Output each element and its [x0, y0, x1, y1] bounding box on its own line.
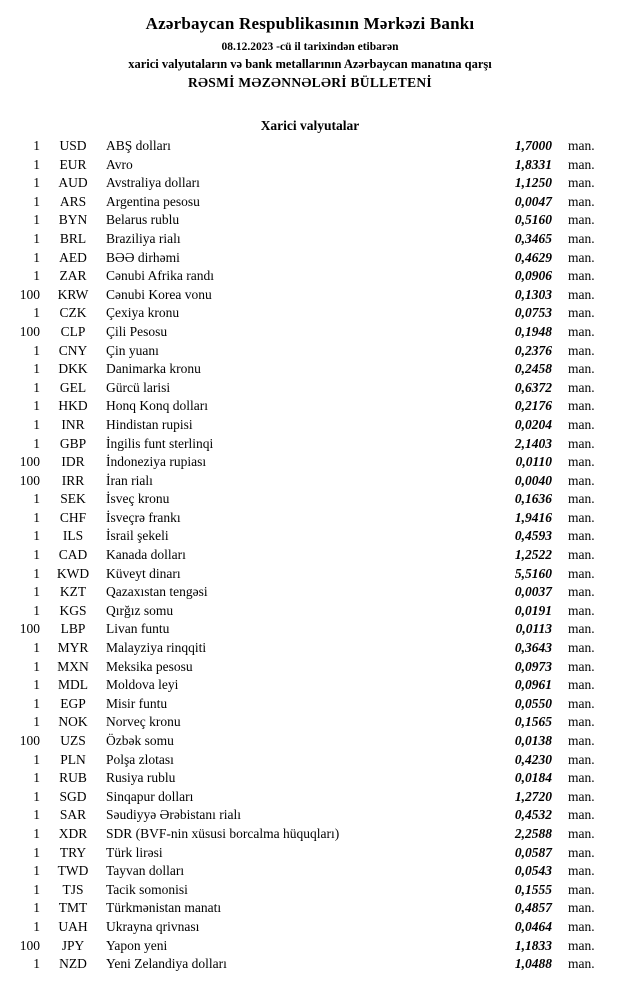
- currency-name: Ukrayna qrivnası: [106, 918, 200, 934]
- rate-unit-label: man.: [568, 881, 595, 897]
- rate-row: [14, 397, 606, 416]
- currency-code: KGS: [59, 602, 87, 618]
- rate-quantity: 1: [33, 677, 40, 693]
- currency-name: Avro: [106, 156, 133, 172]
- currency-code: CNY: [58, 342, 88, 358]
- rate-quantity: 100: [19, 472, 40, 488]
- rate-quantity: 1: [33, 268, 40, 284]
- rate-value: 0,4593: [514, 528, 552, 544]
- rate-quantity: 1: [33, 305, 40, 321]
- rate-value: 1,2720: [514, 788, 552, 804]
- rate-unit-label: man.: [568, 640, 595, 656]
- rate-unit-label: man.: [568, 565, 595, 581]
- rate-unit-label: man.: [568, 286, 595, 302]
- rate-value: 1,9416: [514, 509, 552, 525]
- rate-row: [14, 174, 606, 193]
- currency-name: Moldova leyi: [106, 677, 179, 693]
- currency-name: Tayvan dolları: [106, 863, 185, 879]
- rate-row: [14, 156, 606, 175]
- rate-quantity: 1: [33, 416, 40, 432]
- bulletin-subtitle-line2: RƏSMİ MƏZƏNNƏLƏRİ BÜLLETENİ: [187, 75, 432, 90]
- currency-code: BRL: [59, 230, 87, 246]
- rate-value: 0,0204: [514, 416, 552, 432]
- rate-unit-label: man.: [568, 342, 595, 358]
- rate-row: [14, 658, 606, 677]
- rate-value: 0,2458: [514, 361, 552, 377]
- rate-row: [14, 788, 606, 807]
- currency-name: Cənubi Afrika randı: [106, 268, 214, 284]
- currency-name: Çin yuanı: [106, 342, 159, 358]
- rate-row: [14, 267, 606, 286]
- rate-value: 0,0906: [514, 268, 552, 284]
- rate-value: 0,1948: [514, 323, 552, 339]
- rate-unit-label: man.: [568, 547, 595, 563]
- currency-name: Kanada dolları: [106, 547, 186, 563]
- rate-quantity: 1: [33, 640, 40, 656]
- rate-unit-label: man.: [568, 658, 595, 674]
- rate-value: 0,6372: [514, 379, 552, 395]
- rate-row: [14, 751, 606, 770]
- rate-row: [14, 899, 606, 918]
- currency-name: Honq Konq dolları: [106, 398, 208, 414]
- page-title: Azərbaycan Respublikasının Mərkəzi Bankı: [145, 14, 475, 33]
- currency-name: Sinqapur dolları: [106, 788, 194, 804]
- rate-quantity: 1: [33, 807, 40, 823]
- rate-value: 1,1250: [514, 175, 552, 191]
- currency-code: SAR: [59, 807, 87, 823]
- rate-row: [14, 695, 606, 714]
- currency-code: MYR: [57, 640, 89, 656]
- rate-row: [14, 230, 606, 249]
- rate-value: 0,4532: [514, 807, 552, 823]
- rate-unit-label: man.: [568, 323, 595, 339]
- rate-unit-label: man.: [568, 305, 595, 321]
- rate-unit-label: man.: [568, 454, 595, 470]
- rate-quantity: 1: [33, 249, 40, 265]
- rate-value: 0,4629: [514, 249, 552, 265]
- rate-row: [14, 286, 606, 305]
- exchange-rates-table: [14, 137, 606, 974]
- rate-value: 2,2588: [514, 825, 552, 841]
- currency-code: TJS: [62, 881, 84, 897]
- rate-unit-label: man.: [568, 863, 595, 879]
- rate-row: [14, 490, 606, 509]
- currency-name: Türk lirəsi: [106, 844, 163, 860]
- currency-code: TRY: [59, 844, 87, 860]
- rate-row: [14, 955, 606, 974]
- rate-unit-label: man.: [568, 156, 595, 172]
- currency-code: SGD: [59, 788, 87, 804]
- currency-name: Norveç kronu: [106, 714, 181, 730]
- rate-row: [14, 937, 606, 956]
- currency-name: Küveyt dinarı: [106, 565, 181, 581]
- rate-unit-label: man.: [568, 268, 595, 284]
- currency-code: DKK: [58, 361, 88, 377]
- rate-quantity: 100: [19, 621, 40, 637]
- currency-name: Braziliya rialı: [106, 230, 181, 246]
- rate-quantity: 100: [19, 733, 40, 748]
- rate-value: 1,8331: [514, 156, 552, 172]
- currency-name: Çili Pesosu: [106, 323, 168, 339]
- rate-value: 0,5160: [514, 212, 552, 228]
- rate-row: [14, 713, 606, 732]
- rate-quantity: 1: [33, 695, 40, 711]
- currency-code: ZAR: [59, 268, 87, 284]
- currency-code: ARS: [59, 193, 87, 209]
- rate-unit-label: man.: [568, 379, 595, 395]
- currency-code: EUR: [59, 156, 87, 172]
- currency-name: Meksika pesosu: [106, 658, 193, 674]
- rate-value: 0,4857: [514, 900, 552, 916]
- currency-name: Cənubi Korea vonu: [106, 286, 212, 302]
- rate-value: 0,0753: [514, 305, 552, 321]
- rate-unit-label: man.: [568, 807, 595, 823]
- currency-code: ILS: [62, 528, 84, 544]
- rate-row: [14, 193, 606, 212]
- rate-value: 0,0973: [514, 658, 552, 674]
- currency-code: XDR: [58, 825, 88, 841]
- currency-name: SDR (BVF-nin xüsusi borcalma hüquqları): [106, 825, 340, 841]
- rate-value: 0,0037: [514, 584, 552, 600]
- rate-unit-label: man.: [568, 677, 595, 693]
- rate-unit-label: man.: [568, 788, 595, 804]
- rate-value: 0,2176: [514, 398, 552, 414]
- rate-row: [14, 211, 606, 230]
- rate-unit-label: man.: [568, 956, 595, 972]
- rate-row: [14, 249, 606, 268]
- rate-row: [14, 676, 606, 695]
- currency-code: KWD: [56, 565, 90, 581]
- rate-value: 0,1555: [514, 881, 552, 897]
- currency-name: Rusiya rublu: [106, 770, 176, 786]
- rate-unit-label: man.: [568, 770, 595, 786]
- rate-row: [14, 472, 606, 491]
- currency-name: İran rialı: [106, 472, 153, 488]
- rate-quantity: 100: [19, 454, 40, 470]
- rate-row: [14, 918, 606, 937]
- currency-name: Çexiya kronu: [106, 305, 180, 321]
- rate-unit-label: man.: [568, 695, 595, 711]
- currency-code: LBP: [60, 621, 86, 637]
- currency-name: Danimarka kronu: [106, 361, 201, 377]
- currency-name: İngilis funt sterlinqi: [106, 435, 214, 451]
- rate-quantity: 1: [33, 509, 40, 525]
- rate-row: [14, 881, 606, 900]
- rate-row: [14, 416, 606, 435]
- currency-code: MDL: [58, 677, 88, 693]
- rate-unit-label: man.: [568, 361, 595, 377]
- rate-unit-label: man.: [568, 528, 595, 544]
- rate-unit-label: man.: [568, 918, 595, 934]
- rate-row: [14, 360, 606, 379]
- currency-code: UZS: [60, 733, 86, 748]
- rate-row: [14, 527, 606, 546]
- currency-code: PLN: [60, 751, 86, 767]
- rate-value: 0,0040: [514, 472, 552, 488]
- rate-value: 0,3465: [514, 230, 552, 246]
- currency-code: MXN: [57, 658, 89, 674]
- currency-code: GBP: [59, 435, 87, 451]
- currency-code: GEL: [59, 379, 87, 395]
- currency-code: HKD: [58, 398, 88, 414]
- currency-name: Hindistan rupisi: [106, 416, 193, 432]
- rate-value: 0,0138: [514, 733, 552, 748]
- bulletin-subtitle-line1: xarici valyutaların və bank metallarının Azərbaycan manatına qarşı: [128, 57, 492, 71]
- rate-row: [14, 435, 606, 454]
- rate-quantity: 1: [33, 714, 40, 730]
- rate-quantity: 100: [19, 937, 40, 953]
- rate-value: 0,1565: [514, 714, 552, 730]
- rate-quantity: 1: [33, 844, 40, 860]
- rate-unit-label: man.: [568, 175, 595, 191]
- currency-code: KRW: [57, 286, 89, 302]
- currency-code: RUB: [59, 770, 87, 786]
- rate-value: 0,0464: [514, 918, 552, 934]
- currency-name: Tacik somonisi: [106, 881, 188, 897]
- rate-value: 1,7000: [514, 138, 552, 153]
- rate-value: 0,0550: [514, 695, 552, 711]
- rate-value: 0,0191: [514, 602, 552, 618]
- rate-quantity: 1: [33, 398, 40, 414]
- currency-code: CHF: [59, 509, 87, 525]
- rate-value: 0,1636: [514, 491, 552, 507]
- rate-quantity: 1: [33, 956, 40, 972]
- rate-quantity: 1: [33, 881, 40, 897]
- rate-quantity: 1: [33, 212, 40, 228]
- currency-name: ABŞ dolları: [106, 138, 171, 153]
- rate-unit-label: man.: [568, 937, 595, 953]
- currency-code: IDR: [61, 454, 85, 470]
- rate-unit-label: man.: [568, 900, 595, 916]
- currency-code: CAD: [58, 547, 88, 563]
- currency-name: İsveçrə frankı: [106, 509, 181, 525]
- currency-name: İsveç kronu: [106, 491, 170, 507]
- rate-value: 1,1833: [514, 937, 552, 953]
- rate-unit-label: man.: [568, 602, 595, 618]
- rate-value: 0,0587: [514, 844, 552, 860]
- currency-name: Belarus rublu: [106, 212, 180, 228]
- rate-value: 0,3643: [514, 640, 552, 656]
- rate-quantity: 1: [33, 175, 40, 191]
- currency-name: Avstraliya dolları: [106, 175, 200, 191]
- rate-quantity: 1: [33, 491, 40, 507]
- currency-code: JPY: [61, 937, 85, 953]
- currency-name: Qırğız somu: [106, 602, 174, 618]
- rate-quantity: 1: [33, 658, 40, 674]
- rate-quantity: 1: [33, 770, 40, 786]
- rate-row: [14, 732, 606, 751]
- rate-quantity: 1: [33, 584, 40, 600]
- rate-quantity: 1: [33, 156, 40, 172]
- rate-quantity: 1: [33, 230, 40, 246]
- rate-unit-label: man.: [568, 491, 595, 507]
- rate-row: [14, 844, 606, 863]
- currency-name: İsrail şekeli: [106, 528, 169, 544]
- currency-code: NZD: [59, 956, 87, 972]
- rate-quantity: 100: [19, 323, 40, 339]
- rate-value: 1,2522: [514, 547, 552, 563]
- currency-code: AED: [59, 249, 87, 265]
- currency-code: KZT: [59, 584, 87, 600]
- rate-quantity: 1: [33, 863, 40, 879]
- rate-quantity: 1: [33, 565, 40, 581]
- currency-code: CZK: [59, 305, 87, 321]
- currency-code: USD: [59, 138, 87, 153]
- rate-unit-label: man.: [568, 212, 595, 228]
- rate-unit-label: man.: [568, 416, 595, 432]
- rate-row: [14, 825, 606, 844]
- currency-code: BYN: [58, 212, 88, 228]
- currency-name: Misir funtu: [106, 695, 168, 711]
- rate-row: [14, 583, 606, 602]
- rate-row: [14, 453, 606, 472]
- rate-quantity: 100: [19, 286, 40, 302]
- currency-code: SEK: [60, 491, 86, 507]
- currency-code: UAH: [58, 918, 88, 934]
- rate-quantity: 1: [33, 788, 40, 804]
- currency-name: Yapon yeni: [106, 937, 168, 953]
- rate-row: [14, 509, 606, 528]
- currency-name: Malayziya rinqqiti: [106, 640, 207, 656]
- rate-value: 5,5160: [514, 565, 552, 581]
- rate-quantity: 1: [33, 342, 40, 358]
- rate-quantity: 1: [33, 379, 40, 395]
- rate-unit-label: man.: [568, 714, 595, 730]
- currency-name: Livan funtu: [106, 621, 170, 637]
- rate-value: 0,0961: [514, 677, 552, 693]
- currency-name: İndoneziya rupiası: [106, 454, 207, 470]
- rate-value: 0,0047: [514, 193, 552, 209]
- rate-value: 0,1303: [514, 286, 552, 302]
- rate-quantity: 1: [33, 900, 40, 916]
- rate-row: [14, 379, 606, 398]
- rate-quantity: 1: [33, 361, 40, 377]
- rate-quantity: 1: [33, 918, 40, 934]
- currency-code: TWD: [57, 863, 89, 879]
- rate-quantity: 1: [33, 825, 40, 841]
- rate-value: 0,0543: [514, 863, 552, 879]
- currency-code: AUD: [58, 175, 88, 191]
- rate-row: [14, 342, 606, 361]
- rate-value: 0,0184: [514, 770, 552, 786]
- rate-unit-label: man.: [568, 472, 595, 488]
- rate-value: 0,2376: [514, 342, 552, 358]
- rate-row: [14, 602, 606, 621]
- rate-value: 0,4230: [514, 751, 552, 767]
- rate-quantity: 1: [33, 547, 40, 563]
- currency-name: Qazaxıstan tengəsi: [106, 584, 208, 600]
- rate-unit-label: man.: [568, 733, 595, 748]
- rate-unit-label: man.: [568, 844, 595, 860]
- rate-row: [14, 323, 606, 342]
- rate-row: [14, 639, 606, 658]
- rate-unit-label: man.: [568, 398, 595, 414]
- rate-unit-label: man.: [568, 825, 595, 841]
- currency-name: BƏƏ dirhəmi: [106, 249, 180, 265]
- rate-row: [14, 806, 606, 825]
- rate-unit-label: man.: [568, 584, 595, 600]
- rate-value: 0,0113: [515, 621, 552, 637]
- rate-quantity: 1: [33, 435, 40, 451]
- rate-row: [14, 565, 606, 584]
- rate-quantity: 1: [33, 528, 40, 544]
- rate-unit-label: man.: [568, 621, 595, 637]
- rate-unit-label: man.: [568, 230, 595, 246]
- effective-date: 08.12.2023 -cü il tarixindən etibarən: [221, 41, 399, 53]
- rate-unit-label: man.: [568, 509, 595, 525]
- rate-unit-label: man.: [568, 435, 595, 451]
- currency-name: Gürcü larisi: [106, 379, 171, 395]
- currency-name: Türkmənistan manatı: [106, 900, 222, 916]
- section-title-foreign-currencies: Xarici valyutalar: [260, 118, 360, 133]
- currency-name: Polşa zlotası: [106, 751, 174, 767]
- rate-row: [14, 546, 606, 565]
- rate-row: [14, 862, 606, 881]
- currency-code: EGP: [60, 695, 86, 711]
- currency-code: TMT: [58, 900, 88, 916]
- rate-unit-label: man.: [568, 249, 595, 265]
- rate-quantity: 1: [33, 193, 40, 209]
- currency-name: Özbək somu: [106, 733, 174, 748]
- currency-code: CLP: [60, 323, 86, 339]
- rate-row: [14, 620, 606, 639]
- rate-quantity: 1: [33, 602, 40, 618]
- rate-row: [14, 137, 606, 156]
- rate-value: 2,1403: [514, 435, 552, 451]
- rate-value: 0,0110: [515, 454, 552, 470]
- currency-name: Yeni Zelandiya dolları: [106, 956, 227, 972]
- rate-quantity: 1: [33, 138, 40, 153]
- currency-code: INR: [61, 416, 85, 432]
- rate-value: 1,0488: [514, 956, 552, 972]
- rate-unit-label: man.: [568, 751, 595, 767]
- currency-name: Səudiyyə Ərəbistanı rialı: [106, 807, 241, 823]
- rate-row: [14, 769, 606, 788]
- currency-code: NOK: [58, 714, 88, 730]
- rate-quantity: 1: [33, 751, 40, 767]
- rate-unit-label: man.: [568, 138, 595, 153]
- currency-name: Argentina pesosu: [106, 193, 200, 209]
- rate-row: [14, 304, 606, 323]
- rate-unit-label: man.: [568, 193, 595, 209]
- currency-code: IRR: [61, 472, 85, 488]
